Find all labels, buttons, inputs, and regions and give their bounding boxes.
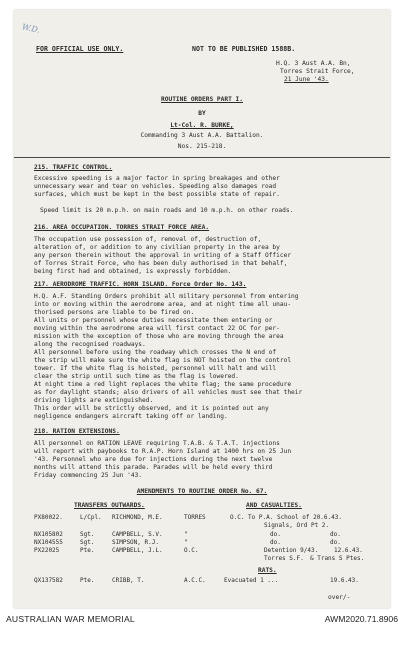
section-heading: 216. AREA OCCUPATION. TORRES STRAIT FORCE AREA.: [34, 224, 210, 231]
cell-note: Signals, Ord Pt 2.: [264, 522, 330, 529]
cell-note: do.: [330, 539, 341, 546]
section-heading: 215. TRAFFIC CONTROL.: [34, 164, 113, 171]
unit-line-1: H.Q. 3 Aust A.A. Bn,: [276, 60, 351, 67]
amendments-heading: AMENDMENTS TO ROUTINE ORDER No. 67.: [136, 488, 268, 495]
section-line: clear the strip until such time as the flag is lowered.: [34, 373, 239, 380]
section-line: will report with paybooks to R.A.P. Horn Island at 1400 hrs on 25 Jun: [34, 448, 292, 455]
document-page: [14, 10, 390, 608]
table-row: [34, 547, 374, 555]
section-line: Excessive speeding is a major factor in spring breakages and other: [34, 175, 280, 182]
section-line: moving within the aerodrome area will first contact 22 OC for per-: [34, 325, 280, 332]
section-line: along the recognised roadways.: [34, 341, 146, 348]
cell-rank: Pte.: [80, 577, 95, 584]
section-line: Friday commencing 25 Jun '43.: [34, 472, 143, 479]
cell-rank: Sgt.: [80, 539, 95, 546]
over-indicator: over/-: [328, 594, 351, 601]
section-line: The occupation use possession of, removal of, destruction of,: [34, 236, 262, 243]
section-line: into or moving within the aerodrome area, and at night time all unau-: [34, 301, 292, 308]
cell-number: NX104555: [34, 539, 63, 546]
section-heading: 217. AERODROME TRAFFIC. HORN ISLAND. Force Order No. 143.: [34, 281, 247, 288]
order-by: BY: [198, 110, 206, 117]
cell-detail: do.: [270, 531, 281, 538]
classification-right: NOT TO BE PUBLISHED 1588B.: [192, 45, 296, 53]
cell-number: PX22025: [34, 547, 60, 554]
table-row: [34, 539, 374, 547]
divider-rule: [14, 157, 390, 158]
section-line: unnecessary wear and tear on vehicles. Speeding also damages road: [34, 183, 277, 190]
section-line: months will attend this parade. Parades will be held every third: [34, 464, 273, 471]
table-sub-heading: RATS.: [258, 567, 277, 574]
section-line: tower. If the white flag is hoisted, personnel will halt and will: [34, 365, 277, 372]
cell-detail: Evacuated 1 ...: [224, 577, 279, 584]
table-header-transfers: TRANSFERS OUTWARDS.: [74, 502, 145, 509]
cell-name: RICHMOND, M.E.: [112, 514, 163, 521]
cell-detail: Torres S.F.: [264, 555, 304, 562]
cell-name: CAMPBELL, J.L.: [112, 547, 163, 554]
classification-label: FOR OFFICIAL USE ONLY.: [36, 45, 124, 53]
section-line: mission with the exception of those who are moving through the area: [34, 333, 284, 340]
commanding-line: Commanding 3 Aust A.A. Battalion.: [140, 132, 264, 139]
section-line: negligence endangers aircraft taking off or landing.: [34, 413, 228, 420]
table-row: [34, 531, 374, 539]
footer-credit: AUSTRALIAN WAR MEMORIAL: [6, 614, 135, 624]
footer-bar: [0, 614, 404, 653]
table-row: [34, 522, 374, 530]
cell-unit: TORRES: [184, 514, 206, 521]
cell-number: QX137582: [34, 577, 63, 584]
section-line: any person therein without the approval in writing of a Staff Officer: [34, 252, 292, 259]
unit-line-3: 21 June '43.: [284, 76, 329, 83]
cell-unit: O.C.: [184, 547, 199, 554]
table-header-casualties: AND CASUALTIES.: [246, 502, 302, 509]
cell-name: CRIBB, T.: [112, 577, 145, 584]
section-line: At night time a red light replaces the white flag; the same procedure: [34, 381, 292, 388]
section-line: thorised persons are liable to be fired on.: [34, 309, 195, 316]
section-line: the strip will make sure the white flag is NOT hoisted on the control: [34, 357, 292, 364]
order-numbers: Nos. 215-218.: [177, 143, 227, 150]
cell-note: 12.6.43.: [334, 547, 363, 554]
cell-number: NX105802: [34, 531, 63, 538]
cell-detail: Detention 9/43.: [264, 547, 319, 554]
section-line: This order will be strictly observed, and it is pointed out any: [34, 405, 269, 412]
cell-rank: Sgt.: [80, 531, 95, 538]
section-line: '43. Personnel who are due for injections during the next twelve: [34, 456, 273, 463]
cell-detail: O.C. To P.A. School of 20.6.43.: [230, 514, 342, 521]
footer-accession: AWM2020.71.8906: [324, 614, 398, 624]
table-row: [34, 514, 374, 522]
section-line: All personnel before using the roadway which crosses the N end of: [34, 349, 277, 356]
cell-detail: do.: [270, 539, 281, 546]
section-line: as for daylight stands; also drivers of all vehicles must see that their: [34, 389, 303, 396]
cell-unit: ": [184, 531, 188, 538]
handwritten-note: W.D.: [21, 22, 41, 35]
cell-name: CAMPBELL, S.V.: [112, 531, 163, 538]
unit-line-2: Torres Strait Force,: [280, 68, 355, 75]
cell-rank: L/Cpl.: [80, 514, 102, 521]
section-line: H.Q. A.F. Standing Orders prohibit all military personnel from entering: [34, 293, 299, 300]
cell-note: 19.6.43.: [330, 577, 359, 584]
section-line: alteration of, or addition to any civilian property in the area by: [34, 244, 280, 251]
section-line: surfaces, which must be kept in the best possible state of repair.: [34, 191, 280, 198]
table-row: [34, 555, 374, 563]
cell-note: & Trans S Ptes.: [310, 555, 365, 562]
cell-name: SIMPSON, R.J.: [112, 539, 159, 546]
section-line: All personnel on RATION LEAVE requiring T.A.B. & T.A.T. injections: [34, 440, 280, 447]
order-title: ROUTINE ORDERS PART I.: [161, 96, 243, 103]
table-row: [34, 577, 374, 585]
cell-note: do.: [330, 531, 341, 538]
cell-number: PX80022.: [34, 514, 63, 521]
section-line: driving lights are extinguished.: [34, 397, 154, 404]
cell-rank: Pte.: [80, 547, 95, 554]
section-heading: 218. RATION EXTENSIONS.: [34, 428, 120, 435]
section-line: All units or personnel whose duties necessitate them entering or: [34, 317, 273, 324]
section-line: of Torres Strait Force, who has been duly authorised in that behalf,: [34, 260, 288, 267]
cell-unit: ": [184, 539, 188, 546]
commander-name: Lt-Col. R. BURKE,: [170, 122, 234, 129]
section-line: being first had and obtained, is expressly forbidden.: [34, 268, 232, 275]
cell-unit: A.C.C.: [184, 577, 206, 584]
section-line: Speed limit is 20 m.p.h. on main roads and 10 m.p.h. on other roads.: [40, 207, 294, 214]
